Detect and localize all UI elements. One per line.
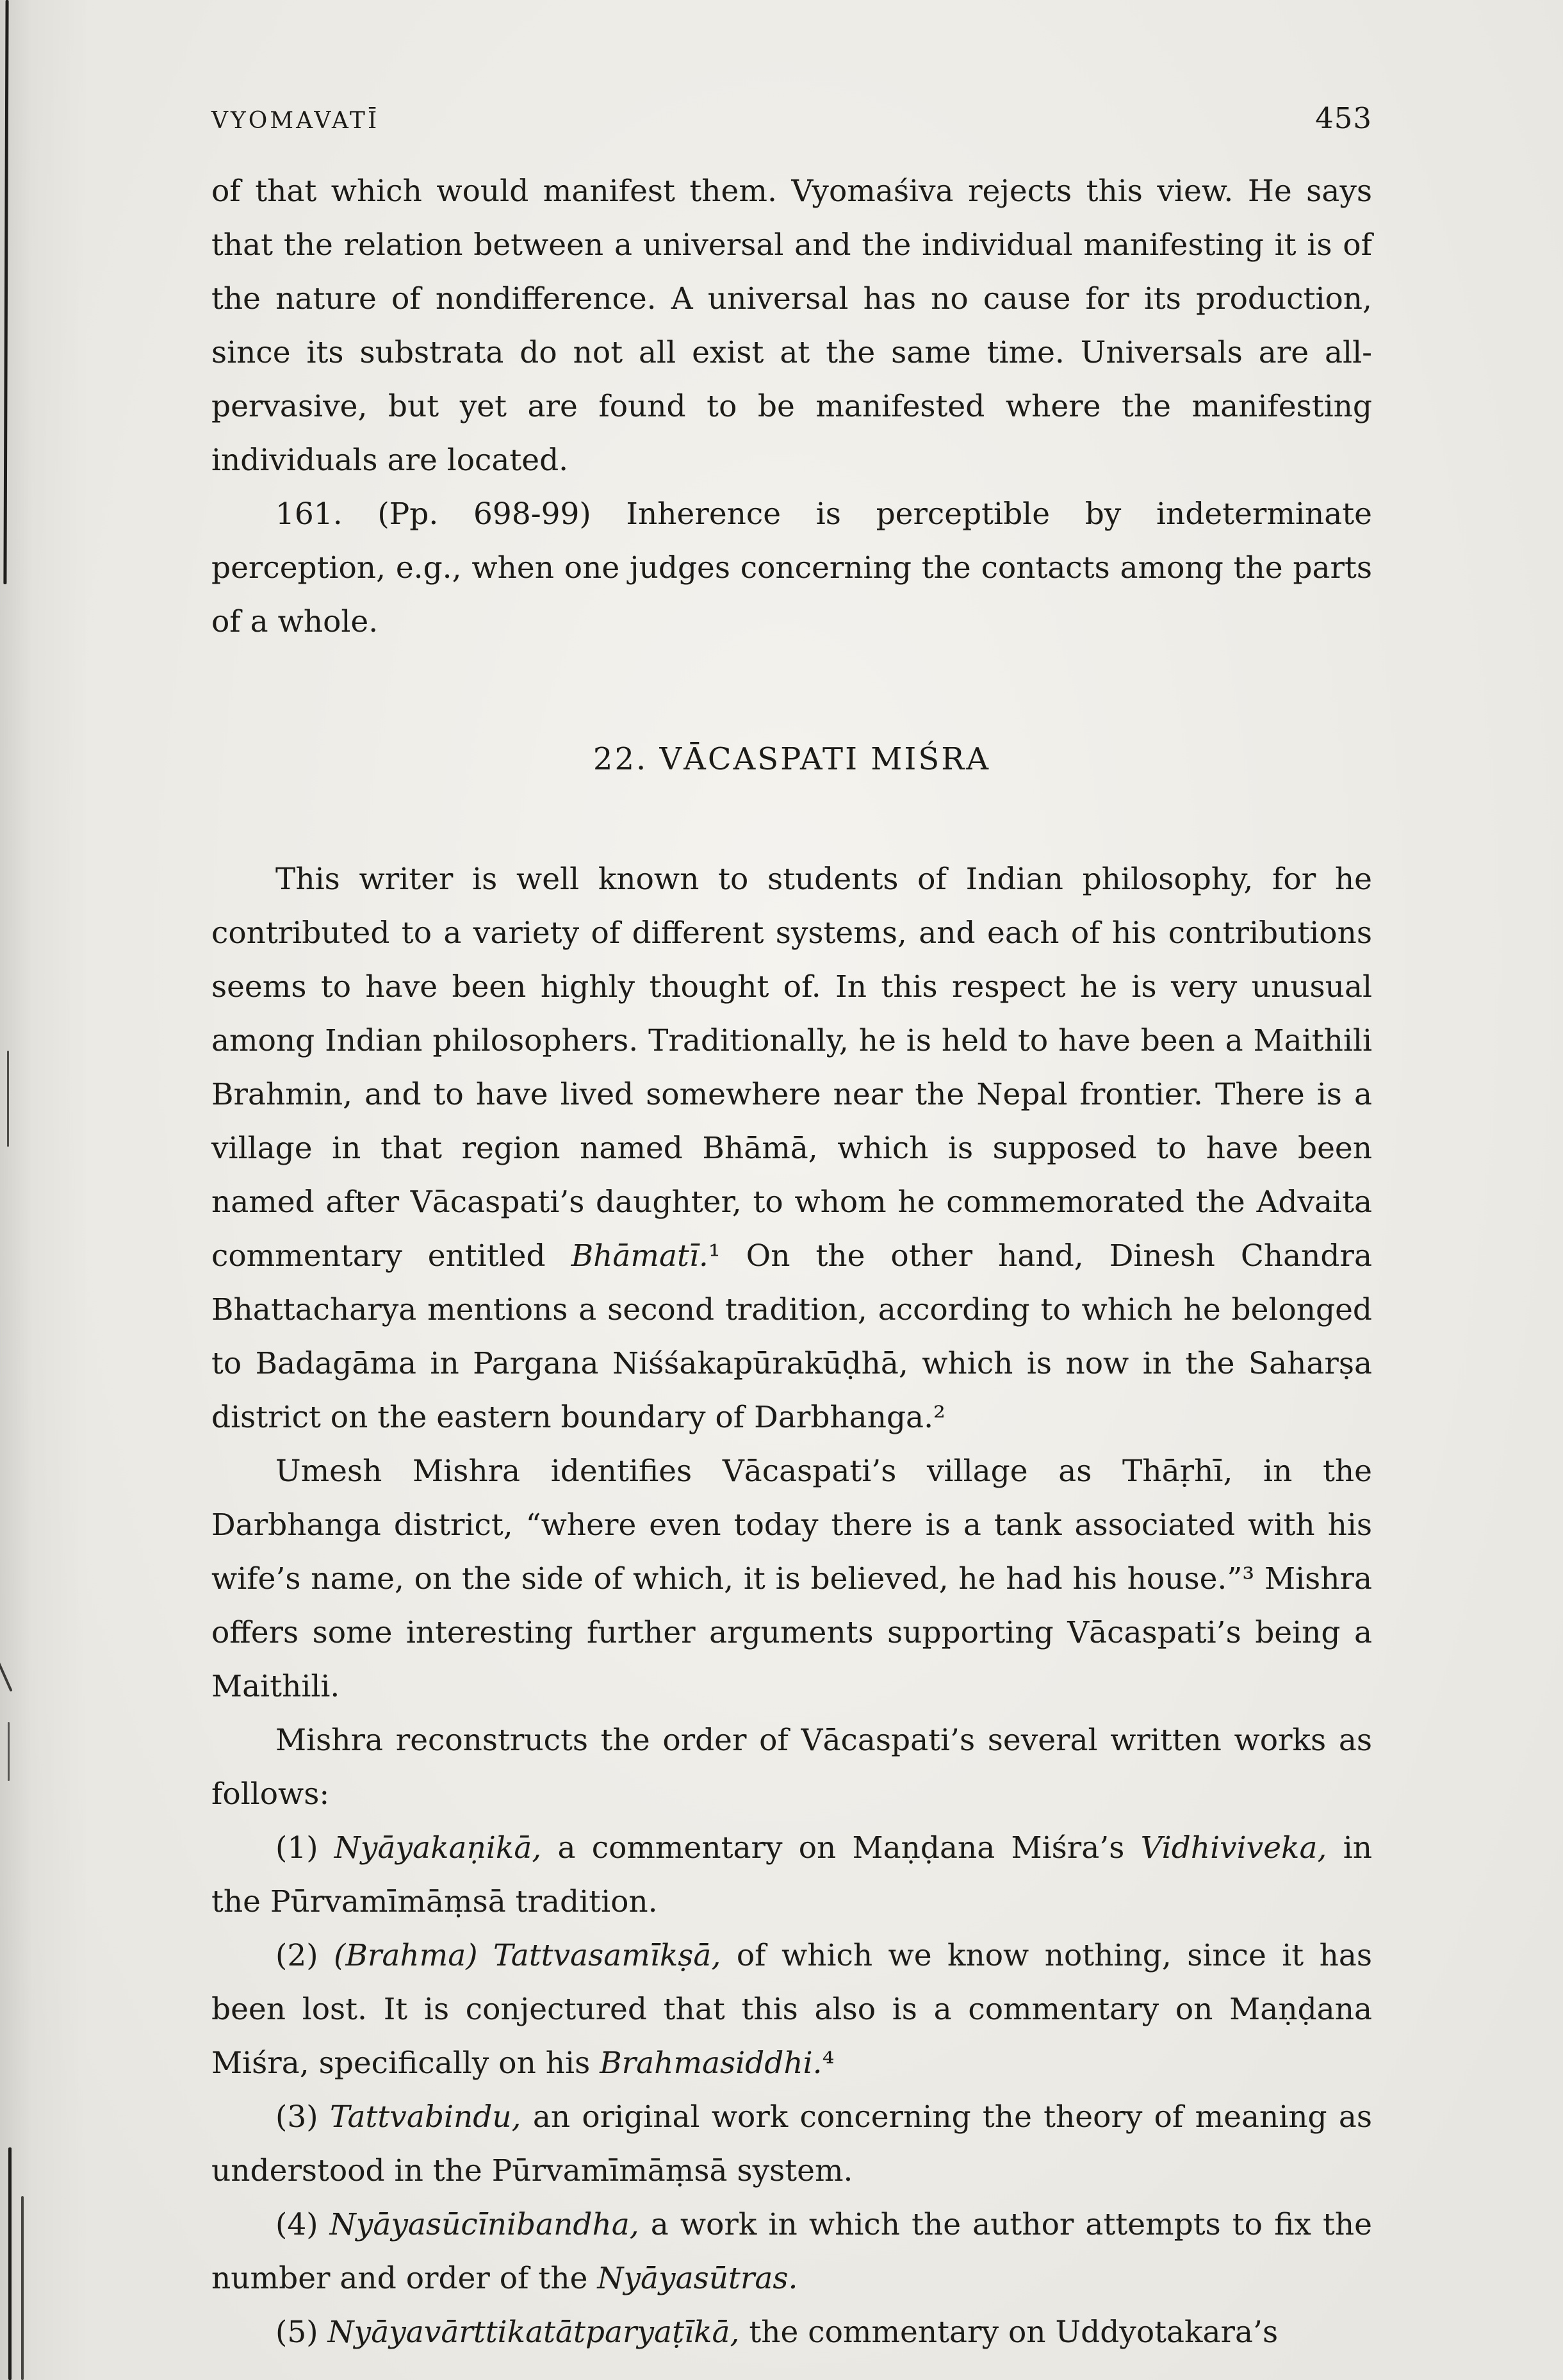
paragraph <box>211 853 1372 1445</box>
scan-artifact-line <box>0 1651 13 1692</box>
text-run: in the Pūrvamīmāṃsā tradition. <box>211 1830 1373 1919</box>
paragraph <box>211 1929 1372 2090</box>
page-number: 453 <box>1315 101 1372 135</box>
text-run: of that which would manifest them. Vyomaśiva rejects this view. He says that the relation between a universal and the individual manifesting it is of the nature of nondifference. A universal has no cause for its production, since its substrata do not all exist at the same time. Universals are all-pervasive, but yet are found to be manifested where the manifesting individuals are located. <box>211 174 1372 478</box>
text-run: a commentary on Maṇḍana Miśra’s <box>541 1830 1141 1866</box>
text-run: Mishra reconstructs the order of Vācaspati’s several written works as follows: <box>211 1723 1372 1812</box>
scan-artifact-line <box>3 0 8 584</box>
text-run: This writer is well known to students of Indian philosophy, for he contributed to a variety of different systems, and each of his contributions seems to have been highly thought of. In this respect he is very unusual among Indian philosophers. Traditionally, he is held to have been a Maithili Brahmin, and to have lived somewhere near the Nepal frontier. There is a village in that region named Bhāmā, which is supposed to have been named after Vācaspati’s daughter, to whom he commemorated the Advaita commentary entitled <box>211 862 1372 1274</box>
scan-artifact-line <box>7 1051 9 1147</box>
work-title: Nyāyasūtras. <box>597 2261 798 2296</box>
text-run: ⁴ <box>822 2046 835 2081</box>
work-title: Nyāyakaṇikā, <box>334 1830 542 1866</box>
text-run: 161. (Pp. 698-99) Inherence is perceptible by indeterminate perception, e.g., when one judges concerning the contacts among the parts of a whole. <box>211 497 1372 639</box>
page-content <box>211 101 1372 2359</box>
text-run: of which we know nothing, since it has been lost. It is conjectured that this also is a commentary on Maṇḍana Miśra, specifically on his <box>211 1938 1372 2081</box>
text-run: (4) <box>275 2207 330 2242</box>
paragraph <box>211 1445 1372 1714</box>
paragraph <box>211 2090 1372 2198</box>
text-run: a work in which the author attempts to fix the number and order of the <box>211 2207 1372 2296</box>
text-run: 22. VĀCASPATI MIŚRA <box>593 741 991 777</box>
running-header: VYOMAVATĪ <box>211 108 380 134</box>
paragraph <box>211 488 1372 649</box>
paragraph <box>211 2306 1372 2359</box>
text-run: ¹ On the other hand, Dinesh Chandra Bhattacharya mentions a second tradition, according to which he belonged to Badagāma in Pargana Niśśakapūrakūḍhā, which is now in the Saharṣa district on the eastern boundary of Darbhanga.² <box>211 1238 1372 1435</box>
work-title: (Brahma) Tattvasamīkṣā, <box>334 1938 721 1973</box>
scan-artifact-line <box>8 1722 10 1781</box>
work-title: Nyāyavārttikatātparyaṭīkā, <box>327 2315 740 2350</box>
work-title: Vidhiviveka, <box>1140 1830 1327 1866</box>
scan-artifact-line <box>8 2147 12 2380</box>
paragraph <box>211 1821 1372 1929</box>
section-heading <box>211 732 1372 786</box>
work-title: Bhāmatī. <box>571 1238 708 1274</box>
text-run: the commentary on Uddyotakara’s <box>739 2315 1279 2350</box>
work-title: Tattvabindu, <box>329 2099 521 2135</box>
page-header <box>211 101 1372 135</box>
text-run: (2) <box>275 1938 334 1973</box>
work-title: Brahmasiddhi. <box>600 2046 822 2081</box>
text-run: an original work concerning the theory of meaning as understood in the Pūrvamīmāṃsā system. <box>211 2099 1373 2188</box>
text-run: (3) <box>275 2099 330 2135</box>
work-title: Nyāyasūcīnibandha, <box>329 2207 639 2242</box>
paragraph <box>211 1714 1372 1821</box>
page-body <box>211 165 1372 2359</box>
paragraph <box>211 165 1372 488</box>
text-run: Umesh Mishra identifies Vācaspati’s village as Thāṛhī, in the Darbhanga district, “where even today there is a tank associated with his wife’s name, on the side of which, it is believed, he had his house.”³ Mishra offers some interesting further arguments supporting Vācaspati’s being a Maithili. <box>211 1454 1372 1704</box>
scan-artifact-line <box>21 2196 24 2380</box>
paragraph <box>211 2198 1372 2306</box>
text-run: (1) <box>275 1830 334 1866</box>
text-run: (5) <box>275 2315 328 2350</box>
